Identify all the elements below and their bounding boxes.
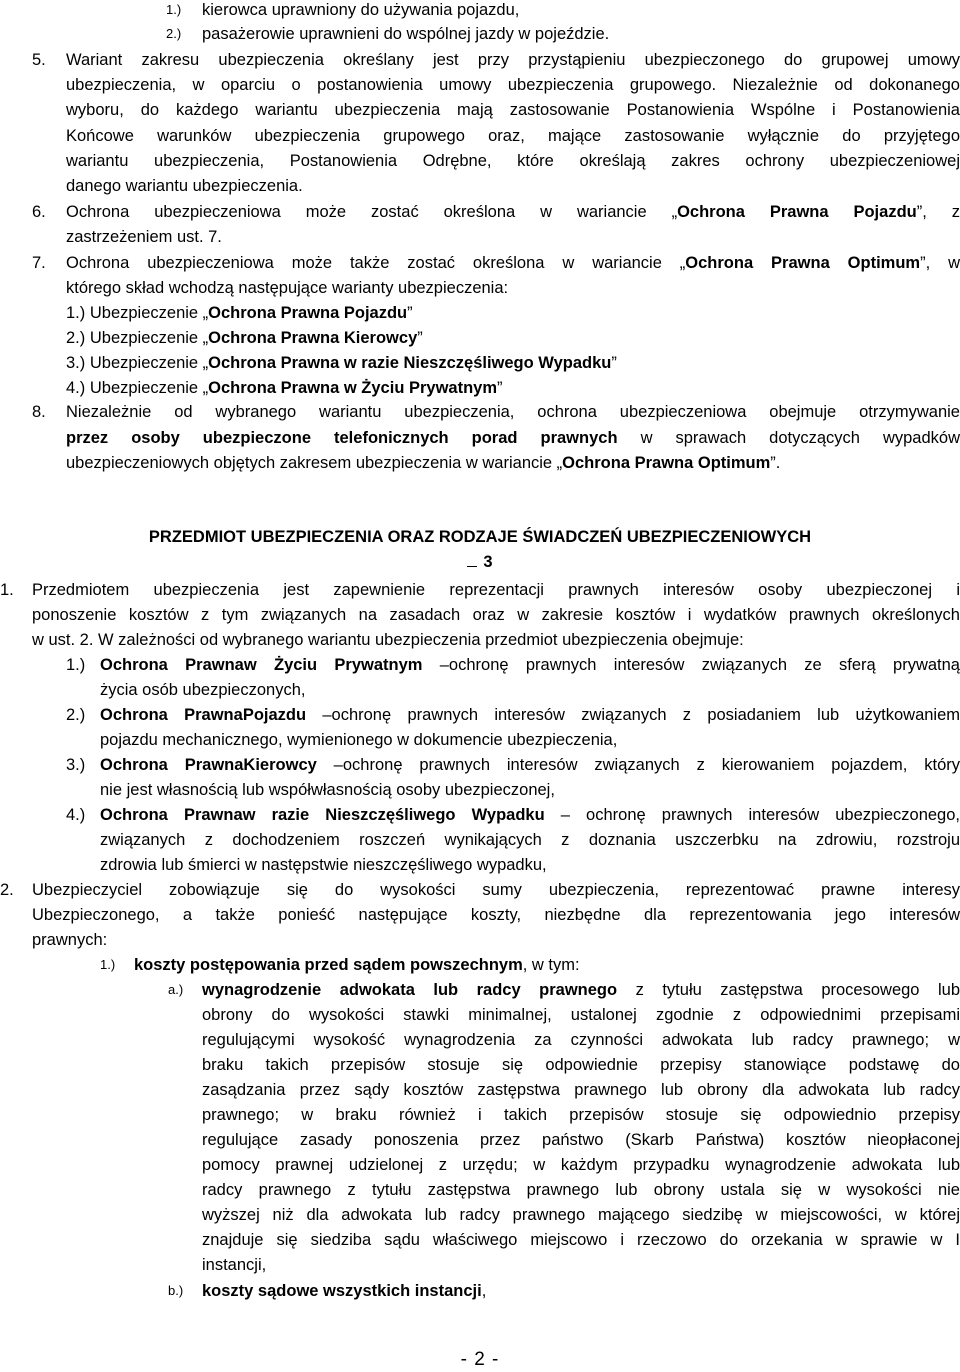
- text-run: ”, z: [916, 203, 960, 221]
- section-title: PRZEDMIOT UBEZPIECZENIA ORAZ RODZAJE ŚWIADCZEŃ UBEZPIECZENIOWYCH: [148, 528, 812, 546]
- text-run: , w tym:: [522, 956, 580, 974]
- list-item-line: pomocy prawnej udzielonej z urzędu; w każdym przypadku wynagrodzenie adwokata lub: [202, 1156, 960, 1174]
- list-number: 1.): [66, 304, 86, 322]
- paragraph-line: wyboru, do każdego wariantu ubezpieczenia mają zastosowanie Postanowienia Wspólne i Postanowienia: [66, 101, 960, 119]
- paragraph-line: Ubezpieczyciel zobowiązuje się do wysokości sumy ubezpieczenia, reprezentować prawne interesy: [32, 881, 960, 899]
- paragraph-line: [66, 426, 960, 450]
- bold-text: Ochrona Prawna Pojazdu: [208, 304, 408, 322]
- list-number: 3.): [66, 756, 86, 774]
- list-item-line: instancji,: [202, 1256, 267, 1274]
- paragraph-line: [66, 251, 960, 275]
- list-item-line: związanych z dochodzeniem roszczeń wynikających z doznania uszczerbku na zdrowiu, rozstroju: [100, 831, 960, 849]
- bold-text: Ochrona Prawnaw razie Nieszczęśliwego Wypadku: [100, 806, 545, 824]
- bold-text: Ochrona Prawna Optimum: [685, 254, 921, 272]
- paragraph-number: 6.: [32, 203, 46, 221]
- text-run: ”, w: [920, 254, 960, 272]
- paragraph-line: Niezależnie od wybranego wariantu ubezpieczenia, ochrona ubezpieczeniowa obejmuje otrzymywanie: [66, 403, 960, 421]
- paragraph-line: Przedmiotem ubezpieczenia jest zapewnienie reprezentacji prawnych interesów osoby ubezpieczonej i: [32, 581, 960, 599]
- text-run: ”.: [770, 454, 781, 472]
- list-item-line: [202, 1279, 486, 1303]
- paragraph-line: w ust. 2. W zależności od wybranego wariantu ubezpieczenia przedmiot ubezpieczenia obejmuje:: [32, 631, 744, 649]
- list-item-line: obrony do wysokości stawki minimalnej, ustalonej zgodnie z odpowiednimi przepisami: [202, 1006, 960, 1024]
- text-run: ”: [611, 354, 617, 372]
- list-item-line: [100, 703, 960, 727]
- text-run: – ochronę prawnych interesów ubezpieczonego,: [544, 806, 960, 824]
- bold-text: koszty postępowania przed sądem powszechnym: [134, 956, 523, 974]
- list-number: b.): [168, 1283, 184, 1298]
- text-run: Ochrona ubezpieczeniowa może także zostać określona w wariancie „: [66, 254, 686, 272]
- section-paragraph-number: [0, 550, 960, 574]
- text-run: –ochronę prawnych interesów związanych z posiadaniem lub użytkowaniem: [306, 706, 960, 724]
- list-item-line: braku takich przepisów stosuje się odpowiednie przepisy stanowiące podstawę do: [202, 1056, 960, 1074]
- paragraph-number: 2.: [0, 881, 14, 899]
- list-item-line: radcy prawnego z tytułu zastępstwa prawnego lub obrony ustala się w wysokości nie: [202, 1181, 960, 1199]
- paragraph-line: [66, 451, 780, 475]
- section-sign-icon: [467, 552, 477, 567]
- text-run: ”: [417, 329, 423, 347]
- text-run: ubezpieczeniowych objętych zakresem ubezpieczenia w wariancie „: [66, 454, 563, 472]
- list-item-line: wyższej niż dla adwokata lub radcy prawnego mającego siedzibę w miejscowości, w której: [202, 1206, 960, 1224]
- text-run: Ubezpieczenie „: [89, 329, 209, 347]
- list-item-text: kierowca uprawniony do używania pojazdu,: [202, 1, 520, 19]
- list-number: 2.): [66, 706, 86, 724]
- bold-text: przez osoby ubezpieczone telefonicznych porad prawnych: [66, 429, 618, 447]
- text-run: Ubezpieczenie „: [89, 304, 209, 322]
- bold-text: Ochrona Prawna Optimum: [562, 454, 771, 472]
- paragraph-number: 7.: [32, 254, 46, 272]
- text-run: –ochronę prawnych interesów związanych z kierowaniem pojazdem, który: [316, 756, 960, 774]
- bold-text: Ochrona Prawna w Życiu Prywatnym: [208, 379, 498, 397]
- list-item-line: pojazdu mechanicznego, wymienionego w dokumencie ubezpieczenia,: [100, 731, 618, 749]
- list-item-line: znajduje się siedziba sądu właściwego miejscowo i rzeczowo do orzekania w sprawie w I: [202, 1231, 960, 1249]
- list-item-line: nie jest własnością lub współwłasnością osoby ubezpieczonej,: [100, 781, 555, 799]
- text-run: Ubezpieczenie „: [89, 379, 209, 397]
- paragraph-line: Wariant zakresu ubezpieczenia określany jest przy przystąpieniu ubezpieczonego do grupowej umowy: [66, 51, 960, 69]
- paragraph-line: ubezpieczenia, w oparciu o postanowienia umowy ubezpieczenia grupowego. Niezależnie od dokonanego: [66, 76, 960, 94]
- text-run: z tytułu zastępstwa procesowego lub: [617, 981, 960, 999]
- text-run: –ochronę prawnych interesów związanych ze sferą prywatną: [422, 656, 960, 674]
- list-item-line: [202, 978, 960, 1002]
- list-number: 1.): [66, 656, 86, 674]
- list-item-line: życia osób ubezpieczonych,: [100, 681, 306, 699]
- paragraph-number: 8.: [32, 403, 46, 421]
- section-number: 3: [483, 553, 493, 571]
- list-number: 2.): [166, 26, 182, 41]
- paragraph-number: 1.: [0, 581, 14, 599]
- paragraph-line: prawnych:: [32, 931, 108, 949]
- list-item-line: regulującymi wysokość wynagrodzenia za czynności adwokata lub radcy prawnego; w: [202, 1031, 960, 1049]
- list-number: a.): [168, 982, 184, 997]
- page-number: - 2 -: [460, 1349, 500, 1370]
- bold-text: wynagrodzenie adwokata lub radcy prawnego: [202, 981, 618, 999]
- paragraph-line: wariantu ubezpieczenia, Postanowienia Odrębne, które określają zakres ochrony ubezpieczeniowej: [66, 152, 960, 170]
- bold-text: Ochrona Prawnaw Życiu Prywatnym: [100, 656, 423, 674]
- list-item: [66, 301, 413, 325]
- list-item-text: pasażerowie uprawnieni do wspólnej jazdy w pojeździe.: [202, 25, 610, 43]
- list-item-line: [100, 803, 960, 827]
- list-item-line: [134, 953, 580, 977]
- text-run: ,: [481, 1282, 487, 1300]
- list-item-line: zasądzania przez sądy kosztów zastępstwa prawnego lub obrony dla adwokata lub radcy: [202, 1081, 960, 1099]
- paragraph-line: którego skład wchodzą następujące warianty ubezpieczenia:: [66, 279, 509, 297]
- list-number: 3.): [66, 354, 86, 372]
- list-number: 1.): [166, 2, 182, 17]
- paragraph-line: danego wariantu ubezpieczenia.: [66, 177, 303, 195]
- list-item-line: [100, 653, 960, 677]
- list-number: 4.): [66, 806, 86, 824]
- list-item-line: zdrowia lub śmierci w następstwie nieszczęśliwego wypadku,: [100, 856, 547, 874]
- text-run: Ochrona ubezpieczeniowa może zostać określona w wariancie „: [66, 203, 678, 221]
- text-run: w sprawach dotyczących wypadków: [640, 429, 960, 447]
- paragraph-line: ponoszenie kosztów z tym związanych na zasadach oraz w zakresie kosztów i wydatków prawnych określonych: [32, 606, 960, 624]
- list-number: 2.): [66, 329, 86, 347]
- bold-text: Ochrona Prawna Pojazdu: [677, 203, 917, 221]
- paragraph-line: Końcowe warunków ubezpieczenia grupowego oraz, mające zastosowanie wyłącznie do przyjętego: [66, 127, 960, 145]
- list-item-line: [100, 753, 960, 777]
- list-number: 4.): [66, 379, 86, 397]
- paragraph-line: zastrzeżeniem ust. 7.: [66, 228, 222, 246]
- bold-text: Ochrona PrawnaKierowcy: [100, 756, 317, 774]
- bold-text: Ochrona Prawna Kierowcy: [208, 329, 418, 347]
- text-run: ”: [497, 379, 503, 397]
- bold-text: Ochrona PrawnaPojazdu: [100, 706, 307, 724]
- list-item: [66, 376, 503, 400]
- bold-text: Ochrona Prawna w razie Nieszczęśliwego Wypadku: [208, 354, 612, 372]
- list-item: [66, 351, 617, 375]
- paragraph-line: [66, 200, 960, 224]
- list-item-line: regulujące zasady ponoszenia przez państwo (Skarb Państwa) kosztów nieopłaconej: [202, 1131, 960, 1149]
- list-item: [66, 326, 423, 350]
- list-number: 1.): [100, 957, 116, 972]
- bold-text: koszty sądowe wszystkich instancji: [202, 1282, 482, 1300]
- list-item-line: prawnego; w braku również i takich przepisów stosuje się odpowiednio przepisy: [202, 1106, 960, 1124]
- text-run: ”: [407, 304, 413, 322]
- paragraph-number: 5.: [32, 51, 46, 69]
- text-run: Ubezpieczenie „: [89, 354, 209, 372]
- paragraph-line: Ubezpieczonego, a także ponieść następujące koszty, niezbędne dla reprezentowania jego interesów: [32, 906, 960, 924]
